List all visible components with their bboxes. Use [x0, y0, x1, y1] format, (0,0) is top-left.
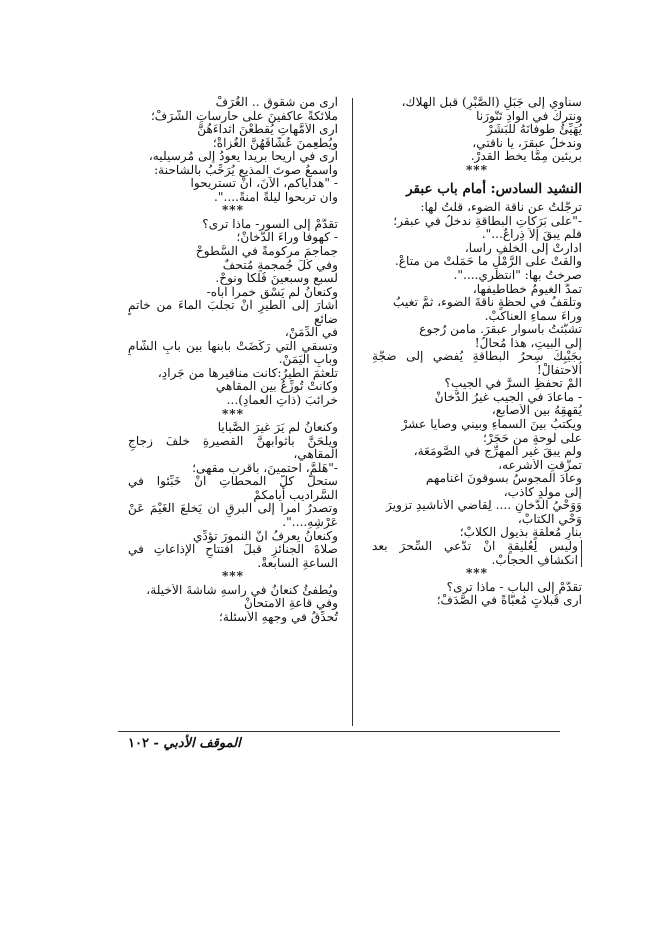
journal-title: الموقف الأدبي [163, 736, 241, 751]
page-number: ١٠٢ [128, 736, 149, 751]
column-divider [352, 98, 353, 726]
poem-line: فلم يبقَ إلاَّ ذِراعٌ...". [481, 228, 582, 242]
poem-line: تمدُّ الغيومُ خطاطيفها، [472, 282, 582, 296]
poem-line: وكانتْ تُوزِّعُ بين المقاهي [215, 380, 338, 394]
poem-line: ملائكةً عاكفينَ على حارساتِ الشَّرَفْ؛ [150, 109, 338, 123]
poem-line: وأن تربحوا ليلةً آمنةً....". [214, 190, 338, 204]
left-column [128, 96, 338, 624]
poem-line: تقدَّمْ إلى البابِ - ماذا ترى؟ [446, 580, 582, 594]
poem-line: وكنعانُ لم يَسْقِ خمراً أباه- [206, 285, 338, 299]
poem-stanza [128, 218, 338, 408]
poem-line: على لوحةٍ من حَجَرْ؛ [483, 431, 582, 445]
poem-line: ويكتبُ بينَ السماءِ وبيني وصايا عشرْ [401, 418, 582, 432]
poem-line: أرى من شقوقٍ .. الغُرَفْ [215, 96, 338, 109]
poem-line: وكنعانُ يعرفُ أنَّ النمورَ تؤدِّي [192, 529, 338, 543]
poem-line: إلى مولدٍ كاذبٍ، [503, 485, 582, 499]
poem-line: وَوَحْيُ الدُّخانِ .... لِقاضي الأناشيدِ تزويرَ [386, 499, 582, 513]
poem-line: وندخلُ عبقرَ، يا ناقتي، [472, 136, 582, 150]
poem-line: -"هَلُمَّ، احتمينَ، بأقربِ مقهى؛ [192, 461, 338, 475]
poem-line: جماجمَ مركومةً في السُّطوحْ [195, 245, 338, 259]
section-heading: النشيد السادس: أمام باب عبقر [406, 181, 582, 198]
section-separator: *** [221, 203, 245, 218]
poem-line: في الدِّمَنْ، [284, 326, 338, 340]
poem-line: - "هداياكم، الآنَ، أنْ تستريحوا [190, 177, 338, 191]
poem-line: وليس لِعُلَّيقةٍ أَنْ تدَّعي السِّحرَ بعد انكشافِ الحجابْ. [372, 540, 582, 567]
poem-line: بِجَيْبِكَ سِحرُ البطاقةِ يُفضي إلى ضجَّةِ الاحتفالْ! [372, 350, 582, 377]
poem-line: وعادَ المجوسُ بسوقونَ أغنامهم [425, 472, 582, 486]
right-column [372, 96, 582, 608]
poem-line: إلى البيتِ، هذا مُحالُ! [474, 336, 582, 350]
poem-line: ستحلُّ كلُّ المحطاتِ أَنْ خَبِّئوا في السَّراديبِ أيامكمْ [128, 475, 338, 502]
poem-line: بنارٍ مُعلَّقةٍ بذيول الكلابْ؛ [459, 526, 582, 540]
poem-line: أرى الأمَّهاتِ يُقطِّعْنَ أثداءَهُنَّ [197, 123, 338, 137]
poem-line: تقدَّمْ إلى السورِ- ماذا ترى؟ [202, 217, 338, 231]
footer-separator: - [148, 736, 164, 751]
poem-line: - كهوفاً وراءَ الدُّخانْ؛ [236, 231, 338, 245]
poem-line: سنأوي إلى جَبَلِ (الصَّبْرِ) قبل الهلاك، [401, 96, 582, 109]
poem-line: تُحدِّقُ في وجههِ الأسئلة؛ [219, 610, 338, 624]
poem-stanza [372, 581, 582, 608]
section-separator: *** [465, 162, 489, 177]
footer-rule [118, 731, 560, 732]
poem-line: تشبَّثتُ بأسوار عبقرَ. مامن رُجوعٍ [419, 323, 582, 337]
poem-line: وراءَ سماءِ العناكبْ. [484, 309, 582, 323]
poem-line: أشارَ إلى الطيرِ أنْ تجلبَ الماءَ من خاتمٍ ضائعٍ [128, 299, 338, 326]
section-separator: *** [221, 406, 245, 421]
poem-stanza [372, 96, 582, 164]
poem-line: وتسقي التي رَكَضَتْ بابنها بين بابِ الشَّامِ وبابِ اليَمَنْ. [128, 339, 338, 367]
poem-line: بريئين مِمَّا يخطُّ القدرْ. [470, 150, 582, 164]
poem-line: تلعثمَ الطيرُ:كانت مناقيرها من جَرادٍ، [157, 366, 338, 380]
poem-line: أرى في أريحا بريداً يعودُ إلى مُرسيليه، [148, 150, 338, 164]
poem-line: لسبعٍ وسبعينَ فُلكاً ونوحْ. [215, 272, 338, 286]
section-separator: *** [221, 569, 245, 584]
poem-line: وفي قاعةِ الامتحانْ [243, 597, 338, 611]
poem-line: ونتركُ في الوادِ تَنُّورَنا [476, 109, 582, 123]
page-footer [128, 736, 241, 751]
poem-line: وكنعانُ لم يَرَ غيرَ الصَّبايا [217, 421, 338, 435]
poem-line: وأسمعُ صوتَ المذيعِ يُرَحِّبُ بالشاحنة: [154, 163, 338, 177]
poem-stanza [128, 421, 338, 570]
poem-stanza [128, 584, 338, 625]
poem-line: -"على بَرَكاتِ البطاقةِ ندخلُ في عبقرٍ؛ [393, 214, 582, 228]
poem-line: صرختُ بها: "انتظري....". [453, 269, 582, 283]
poem-stanza [372, 201, 582, 567]
poem-line: يُقهقِهُ بين الأصابعِ، [491, 404, 582, 418]
poem-line: أدارتْ إلى الخلفِ رأساً، [464, 241, 582, 255]
poem-line: ويلْحَنَّ بأثوابهنَّ القصيرةِ خلفَ زجاجِ المقاهي، [128, 434, 338, 462]
poem-line: وَحْي الكتابْ، [517, 512, 582, 526]
poem-line: ترجَّلتُ عن ناقة الضوء، قلتُ لها: [420, 201, 582, 215]
poem-line: وألقتْ على الرَّمْلِ ما حَمَلَتْ من متاعْ. [394, 255, 582, 269]
poem-line: ألمْ تحفظِ السرَّ في الجيبِ؟ [444, 377, 582, 391]
poem-line: صلاةَ الجنائزِ قبلَ افتتاحِ الإذاعاتِ في الساعةِ السابعةْ. [128, 543, 338, 570]
poem-line: ولم يبقَ غير المهرِّج في الصَّومَعَة، [413, 445, 582, 459]
poem-line: أرى قُبلاتٍ مُعبَّأةً في الصَّدَفْ؛ [436, 594, 582, 608]
poem-line: يُهَيِّئُ طوفانَهُ للبَشَرْ [486, 123, 582, 137]
section-separator: *** [465, 566, 489, 581]
poem-line: ويُطعِمنَ عُشَّاقَهُنَّ الغُزاةْ؛ [212, 136, 338, 150]
poem-line: - ماعادَ في الجيبِ غيرُ الدُّخانْ [434, 390, 582, 404]
poem-line: ويُطفئُ كنعانُ في رأسهِ شاشةَ الأخيلة، [146, 583, 338, 597]
poem-line: وتلقفُ في لحظةٍ ناقةَ الضوء، ثمَّ تغيبُ [393, 296, 582, 310]
poem-line: وفي كُلِّ جُمجمةٍ مُتحفٌ [222, 258, 338, 272]
poem-line: خرائبَ (ذاتِ العمادِ)... [226, 394, 338, 408]
poem-line: وتصدرُ أمراً إلى البرقِ أن يَخلعَ الغَيْمَ عَنْ عَرْشِهِ....". [128, 502, 338, 529]
poem-line: تمزَّقتِ الأشرعه، [498, 458, 582, 472]
poem-stanza [128, 96, 338, 204]
